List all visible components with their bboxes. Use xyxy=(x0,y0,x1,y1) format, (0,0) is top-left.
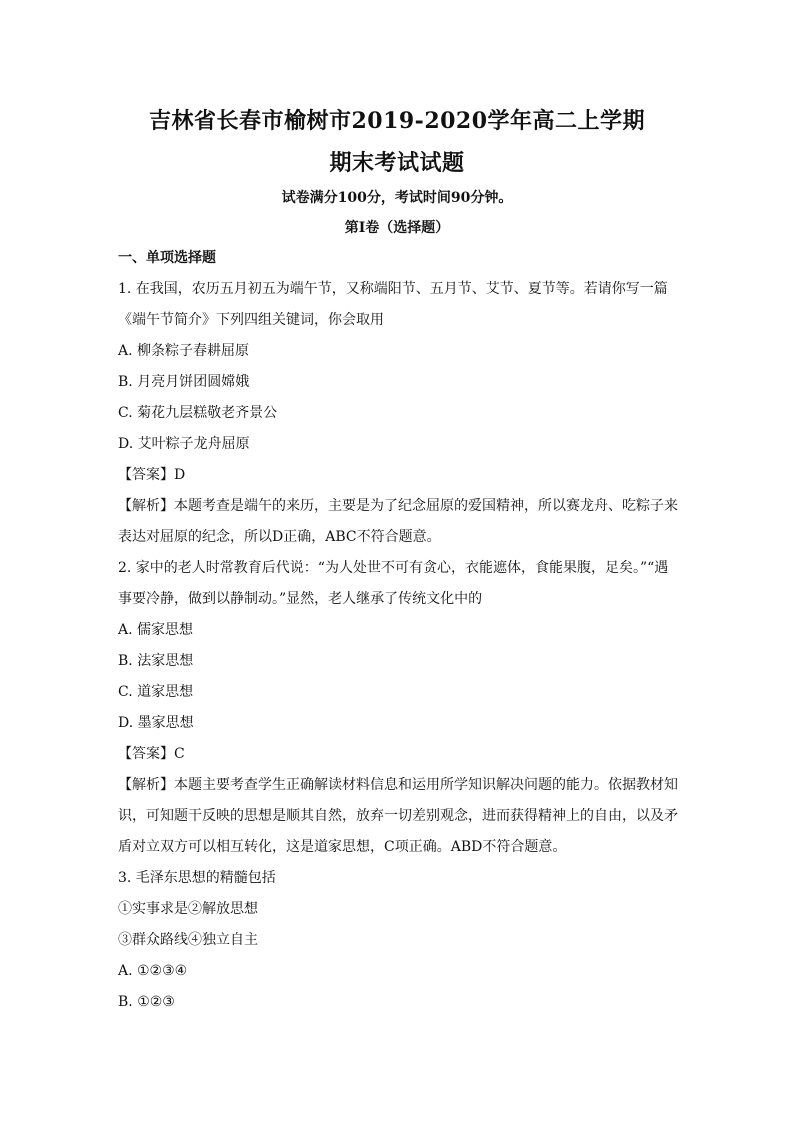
exam-info: 试卷满分100分，考试时间90分钟。 xyxy=(281,190,513,206)
q1-option-d: D. 艾叶粽子龙舟屈原 xyxy=(118,436,250,452)
q2-analysis-line-1: 【解析】本题主要考查学生正确解读材料信息和运用所学知识解决问题的能力。依据教材知 xyxy=(118,777,678,793)
q1-answer: 【答案】D xyxy=(118,467,186,483)
q2-option-d: D. 墨家思想 xyxy=(118,715,194,731)
q2-answer: 【答案】C xyxy=(118,746,185,762)
q2-option-a: A. 儒家思想 xyxy=(118,622,194,638)
q1-stem-line-1: 1. 在我国，农历五月初五为端午节，又称端阳节、五月节、艾节、夏节等。若请你写一篇 xyxy=(118,281,668,297)
q2-stem-line-1: 2. 家中的老人时常教育后代说：“为人处世不可有贪心，衣能遮体，食能果腹，足矣。”“遇 xyxy=(118,560,669,576)
volume-heading: 第Ⅰ卷（选择题） xyxy=(344,220,450,236)
q2-option-b: B. 法家思想 xyxy=(118,653,194,669)
q3-option-b: B. ①②③ xyxy=(118,994,175,1010)
q1-option-a: A. 柳条粽子春耕屈原 xyxy=(118,343,250,359)
q2-analysis-line-3: 盾对立双方可以相互转化，这是道家思想，C项正确。ABD不符合题意。 xyxy=(118,839,567,855)
q3-items-line-2: ③群众路线④独立自主 xyxy=(118,932,258,948)
q1-analysis-line-2: 表达对屈原的纪念，所以D正确，ABC不符合题意。 xyxy=(118,529,441,545)
q3-stem: 3. 毛泽东思想的精髓包括 xyxy=(118,870,276,886)
document-body xyxy=(118,248,678,1023)
q2-analysis-line-2: 识，可知题干反映的思想是顺其自然，放弃一切差别观念，进而获得精神上的自由，以及矛 xyxy=(118,808,678,824)
section-heading: 一、单项选择题 xyxy=(118,250,216,266)
q1-option-c: C. 菊花九层糕敬老齐景公 xyxy=(118,405,278,421)
q3-items-line-1: ①实事求是②解放思想 xyxy=(118,901,258,917)
q2-stem-line-2: 事要冷静，做到以静制动。”显然，老人继承了传统文化中的 xyxy=(118,591,483,607)
q1-stem-line-2: 《端午节简介》下列四组关键词，你会取用 xyxy=(118,312,384,328)
q1-analysis-line-1: 【解析】本题考查是端午的来历，主要是为了纪念屈原的爱国精神，所以赛龙舟、吃粽子来 xyxy=(118,498,678,514)
document-title-line-2: 期末考试试题 xyxy=(329,150,465,176)
q3-option-a: A. ①②③④ xyxy=(118,963,188,979)
q1-option-b: B. 月亮月饼团圆嫦娥 xyxy=(118,374,250,390)
document-title-line-1: 吉林省长春市榆树市2019-2020学年高二上学期 xyxy=(148,108,646,134)
q2-option-c: C. 道家思想 xyxy=(118,684,194,700)
